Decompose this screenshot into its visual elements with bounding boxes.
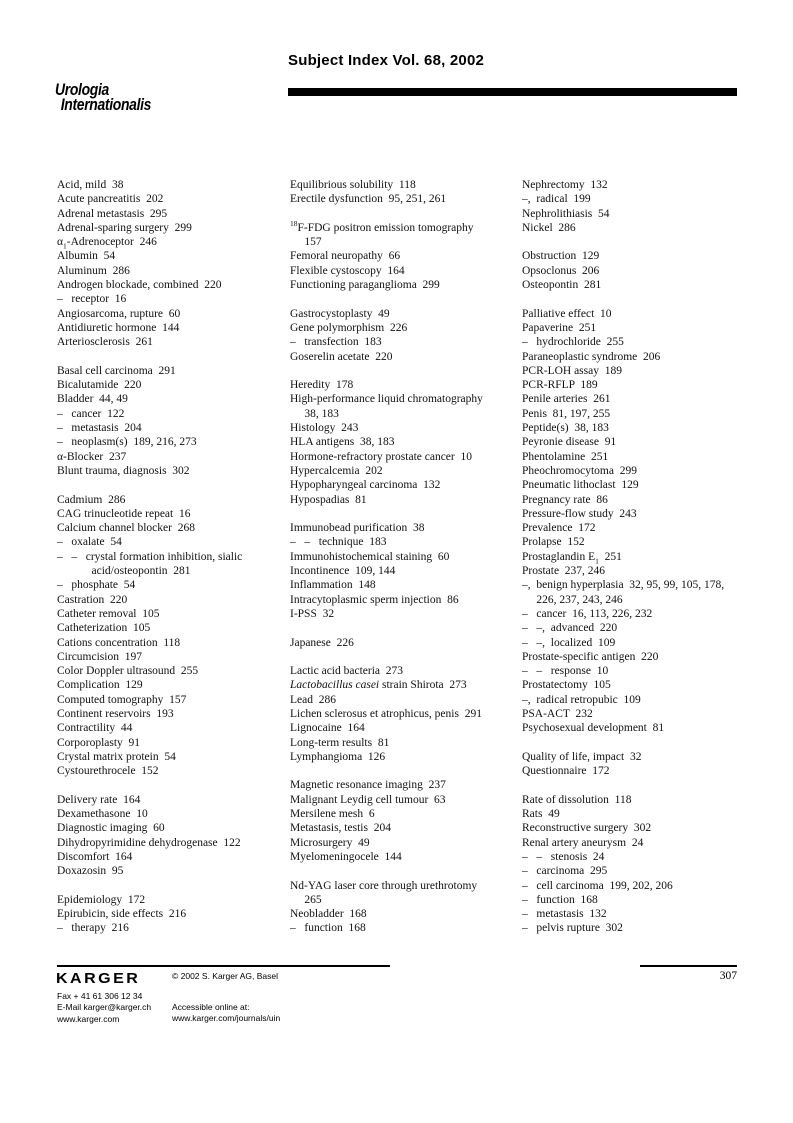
page-title: Subject Index Vol. 68, 2002 bbox=[288, 52, 485, 69]
index-entry: Prevalence 172 bbox=[522, 522, 596, 535]
publisher-contact-block bbox=[57, 991, 151, 1025]
index-entry: Penile arteries 261 bbox=[522, 393, 611, 406]
index-entry: Mersilene mesh 6 bbox=[290, 808, 375, 821]
index-column-3 bbox=[522, 178, 752, 936]
index-entry: Adrenal metastasis 295 bbox=[57, 207, 168, 220]
index-entry: Cadmium 286 bbox=[57, 493, 126, 506]
index-entry: Epidemiology 172 bbox=[57, 893, 146, 906]
index-group bbox=[290, 879, 520, 936]
index-entry: – – technique 183 bbox=[290, 536, 387, 549]
index-entry: Microsurgery 49 bbox=[290, 836, 370, 849]
index-entry: Femoral neuropathy 66 bbox=[290, 250, 401, 263]
index-entry: Palliative effect 10 bbox=[522, 307, 612, 320]
publisher-website: www.karger.com bbox=[57, 1013, 120, 1024]
index-group bbox=[290, 521, 520, 621]
index-group bbox=[522, 750, 752, 779]
index-entry: Quality of life, impact 32 bbox=[522, 750, 642, 763]
index-entry: – cancer 16, 113, 226, 232 bbox=[522, 607, 653, 620]
title-divider-bar bbox=[288, 88, 737, 96]
index-entry: Lead 286 bbox=[290, 693, 336, 706]
index-entry: Discomfort 164 bbox=[57, 850, 133, 863]
index-group bbox=[290, 178, 520, 207]
index-entry: Papaverine 251 bbox=[522, 321, 597, 334]
index-entry: – neoplasm(s) 189, 216, 273 bbox=[57, 436, 197, 449]
index-column-1 bbox=[57, 178, 287, 936]
index-entry: Acute pancreatitis 202 bbox=[57, 193, 164, 206]
index-entry: – transfection 183 bbox=[290, 336, 382, 349]
index-entry: Doxazosin 95 bbox=[57, 865, 124, 878]
index-group bbox=[57, 793, 287, 879]
index-entry: – –, localized 109 bbox=[522, 636, 616, 649]
index-group bbox=[522, 793, 752, 936]
index-entry: –, radical 199 bbox=[522, 193, 591, 206]
index-entry: Penis 81, 197, 255 bbox=[522, 407, 611, 420]
index-group bbox=[290, 636, 520, 650]
index-group bbox=[290, 221, 520, 292]
index-entry: Goserelin acetate 220 bbox=[290, 350, 393, 363]
publisher-fax: Fax + 41 61 306 12 34 bbox=[57, 991, 143, 1001]
index-entry: Rate of dissolution 118 bbox=[522, 793, 632, 806]
footer-rule-left bbox=[57, 965, 390, 967]
index-group bbox=[290, 378, 520, 507]
index-entry: Cations concentration 118 bbox=[57, 636, 181, 649]
index-entry: 157 bbox=[290, 236, 322, 249]
index-entry: Nickel 286 bbox=[522, 221, 576, 234]
index-entry: Osteopontin 281 bbox=[522, 279, 602, 292]
index-entry: Nephrectomy 132 bbox=[522, 179, 608, 191]
index-entry: HLA antigens 38, 183 bbox=[290, 436, 395, 449]
index-entry: Functioning paraganglioma 299 bbox=[290, 279, 440, 292]
index-entry: – function 168 bbox=[522, 893, 598, 906]
index-entry: Prostate-specific antigen 220 bbox=[522, 650, 659, 663]
index-entry: Flexible cystoscopy 164 bbox=[290, 264, 405, 277]
online-access-block bbox=[172, 1002, 280, 1025]
index-entry: Hypercalcemia 202 bbox=[290, 464, 383, 477]
index-entry: – metastasis 132 bbox=[522, 908, 607, 921]
index-entry: Immunobead purification 38 bbox=[290, 522, 425, 535]
index-entry: Myelomeningocele 144 bbox=[290, 850, 402, 863]
index-group bbox=[522, 249, 752, 292]
index-entry: Antidiuretic hormone 144 bbox=[57, 321, 180, 334]
index-entry: Paraneoplastic syndrome 206 bbox=[522, 350, 661, 363]
online-access-label: Accessible online at: bbox=[172, 1002, 250, 1012]
index-entry: Phentolamine 251 bbox=[522, 450, 609, 463]
index-entry: Equilibrious solubility 118 bbox=[290, 179, 416, 191]
index-entry: PCR-LOH assay 189 bbox=[522, 364, 622, 377]
index-entry: 226, 237, 243, 246 bbox=[522, 593, 623, 606]
index-entry: Prolapse 152 bbox=[522, 536, 585, 549]
index-entry: Immunohistochemical staining 60 bbox=[290, 550, 450, 563]
index-group bbox=[57, 364, 287, 478]
index-entry: Calcium channel blocker 268 bbox=[57, 522, 195, 535]
index-group bbox=[57, 893, 287, 936]
index-entry: Magnetic resonance imaging 237 bbox=[290, 779, 446, 792]
index-entry: Contractility 44 bbox=[57, 722, 133, 735]
index-entry: Lymphangioma 126 bbox=[290, 750, 386, 763]
index-entry: Pneumatic lithoclast 129 bbox=[522, 479, 639, 492]
index-column-2 bbox=[290, 178, 520, 936]
index-entry: – phosphate 54 bbox=[57, 579, 136, 592]
index-group bbox=[57, 493, 287, 779]
index-entry: Epirubicin, side effects 216 bbox=[57, 908, 187, 921]
index-entry: Lactic acid bacteria 273 bbox=[290, 665, 404, 678]
index-entry: Angiosarcoma, rupture 60 bbox=[57, 307, 181, 320]
index-entry: Rats 49 bbox=[522, 808, 560, 821]
footer-rule-right bbox=[640, 965, 737, 967]
index-entry: – cell carcinoma 199, 202, 206 bbox=[522, 879, 673, 892]
index-group bbox=[522, 178, 752, 235]
index-entry: Diagnostic imaging 60 bbox=[57, 822, 165, 835]
index-entry: Opsoclonus 206 bbox=[522, 264, 600, 277]
index-entry: PCR-RFLP 189 bbox=[522, 379, 598, 392]
index-entry: Pheochromocytoma 299 bbox=[522, 464, 637, 477]
index-entry: Blunt trauma, diagnosis 302 bbox=[57, 464, 190, 477]
index-entry: Delivery rate 164 bbox=[57, 793, 141, 806]
journal-logo-line1: Urologia bbox=[55, 80, 109, 99]
index-entry: Bicalutamide 220 bbox=[57, 379, 142, 392]
index-entry: I-PSS 32 bbox=[290, 607, 335, 620]
index-entry: Nephrolithiasis 54 bbox=[522, 207, 610, 220]
index-entry: Questionnaire 172 bbox=[522, 765, 610, 778]
index-entry: Prostaglandin $E_1$ 251 bbox=[522, 550, 622, 566]
publisher-email: E-Mail karger@karger.ch bbox=[57, 1002, 152, 1013]
index-entry: Psychosexual development 81 bbox=[522, 722, 665, 735]
index-entry: Computed tomography 157 bbox=[57, 693, 187, 706]
index-entry: $^{18}$F-FDG positron emission tomography bbox=[290, 219, 474, 234]
index-entry: $\alpha_1$-Adrenoceptor 246 bbox=[57, 236, 157, 251]
index-entry: Neobladder 168 bbox=[290, 908, 367, 921]
index-entry: Lichen sclerosus et atrophicus, penis 291 bbox=[290, 707, 482, 720]
index-entry: Androgen blockade, combined 220 bbox=[57, 279, 222, 292]
index-entry: Erectile dysfunction 95, 251, 261 bbox=[290, 193, 447, 206]
index-entry: Acid, mild 38 bbox=[57, 179, 124, 191]
page-number: 307 bbox=[719, 970, 737, 982]
index-entry: Prostate 237, 246 bbox=[522, 565, 606, 578]
index-entry: Inflammation 148 bbox=[290, 579, 376, 592]
index-entry: Hormone-refractory prostate cancer 10 bbox=[290, 450, 472, 463]
index-entry: – therapy 216 bbox=[57, 922, 129, 935]
index-entry: Crystal matrix protein 54 bbox=[57, 750, 176, 763]
index-entry: – function 168 bbox=[290, 922, 366, 935]
index-entry: acid/osteopontin 281 bbox=[57, 565, 191, 578]
index-entry: Basal cell carcinoma 291 bbox=[57, 364, 176, 377]
index-entry: – carcinoma 295 bbox=[522, 865, 608, 878]
index-entry: Lactobacillus casei strain Shirota 273 bbox=[290, 679, 467, 692]
index-entry: Peptide(s) 38, 183 bbox=[522, 422, 609, 435]
index-entry: α-Blocker 237 bbox=[57, 450, 127, 463]
index-group bbox=[290, 307, 520, 364]
index-entry: Gene polymorphism 226 bbox=[290, 321, 408, 334]
index-entry: CAG trinucleotide repeat 16 bbox=[57, 507, 191, 520]
index-entry: Castration 220 bbox=[57, 593, 128, 606]
index-entry: – oxalate 54 bbox=[57, 536, 122, 549]
index-entry: Reconstructive surgery 302 bbox=[522, 822, 652, 835]
index-group bbox=[290, 664, 520, 764]
index-entry: Heredity 178 bbox=[290, 379, 354, 392]
index-entry: – – stenosis 24 bbox=[522, 850, 605, 863]
index-entry: Catheter removal 105 bbox=[57, 607, 160, 620]
index-entry: Incontinence 109, 144 bbox=[290, 565, 396, 578]
index-entry: –, benign hyperplasia 32, 95, 99, 105, 178, bbox=[522, 579, 725, 592]
journal-logo-line2: Internationalis bbox=[60, 95, 152, 114]
index-entry: Prostatectomy 105 bbox=[522, 679, 611, 692]
index-entry: Gastrocystoplasty 49 bbox=[290, 307, 390, 320]
journal-logo bbox=[55, 82, 151, 112]
index-entry: Pressure-flow study 243 bbox=[522, 507, 637, 520]
index-entry: Japanese 226 bbox=[290, 636, 354, 649]
index-entry: – hydrochloride 255 bbox=[522, 336, 624, 349]
index-entry: 38, 183 bbox=[290, 407, 339, 420]
index-entry: Lignocaine 164 bbox=[290, 722, 365, 735]
index-entry: – – crystal formation inhibition, sialic bbox=[57, 550, 243, 563]
index-entry: Malignant Leydig cell tumour 63 bbox=[290, 793, 446, 806]
index-entry: PSA-ACT 232 bbox=[522, 707, 593, 720]
index-entry: Arteriosclerosis 261 bbox=[57, 336, 153, 349]
index-entry: Hypospadias 81 bbox=[290, 493, 367, 506]
index-group bbox=[522, 307, 752, 736]
index-entry: Corporoplasty 91 bbox=[57, 736, 141, 749]
index-entry: Aluminum 286 bbox=[57, 264, 130, 277]
index-entry: Dexamethasone 10 bbox=[57, 808, 148, 821]
index-entry: Complication 129 bbox=[57, 679, 143, 692]
index-entry: –, radical retropubic 109 bbox=[522, 693, 641, 706]
index-entry: Albumin 54 bbox=[57, 250, 116, 263]
index-entry: Nd-YAG laser core through urethrotomy bbox=[290, 879, 478, 892]
publisher-logo: KARGER bbox=[56, 971, 141, 987]
index-entry: Peyronie disease 91 bbox=[522, 436, 617, 449]
index-entry: – receptor 16 bbox=[57, 293, 127, 306]
index-entry: – pelvis rupture 302 bbox=[522, 922, 623, 935]
index-entry: High-performance liquid chromatography bbox=[290, 393, 483, 406]
index-entry: Color Doppler ultrasound 255 bbox=[57, 665, 199, 678]
index-entry: Renal artery aneurysm 24 bbox=[522, 836, 644, 849]
index-entry: 265 bbox=[290, 893, 322, 906]
index-entry: – metastasis 204 bbox=[57, 422, 142, 435]
index-entry: Circumcision 197 bbox=[57, 650, 142, 663]
index-entry: Adrenal-sparing surgery 299 bbox=[57, 221, 192, 234]
index-entry: Continent reservoirs 193 bbox=[57, 707, 174, 720]
index-entry: – cancer 122 bbox=[57, 407, 125, 420]
index-entry: Long-term results 81 bbox=[290, 736, 390, 749]
index-entry: Intracytoplasmic sperm injection 86 bbox=[290, 593, 459, 606]
index-group bbox=[290, 778, 520, 864]
index-entry: Metastasis, testis 204 bbox=[290, 822, 391, 835]
index-entry: Cystourethrocele 152 bbox=[57, 765, 159, 778]
index-entry: Hypopharyngeal carcinoma 132 bbox=[290, 479, 441, 492]
index-entry: Pregnancy rate 86 bbox=[522, 493, 608, 506]
index-entry: Histology 243 bbox=[290, 422, 359, 435]
index-entry: Dihydropyrimidine dehydrogenase 122 bbox=[57, 836, 241, 849]
online-access-url: www.karger.com/journals/uin bbox=[172, 1013, 281, 1024]
index-entry: Obstruction 129 bbox=[522, 250, 600, 263]
copyright-notice: © 2002 S. Karger AG, Basel bbox=[172, 971, 278, 981]
index-entry: – –, advanced 220 bbox=[522, 622, 618, 635]
index-entry: – – response 10 bbox=[522, 665, 609, 678]
index-entry: Bladder 44, 49 bbox=[57, 393, 128, 406]
index-group bbox=[57, 178, 287, 350]
index-entry: Catheterization 105 bbox=[57, 622, 151, 635]
